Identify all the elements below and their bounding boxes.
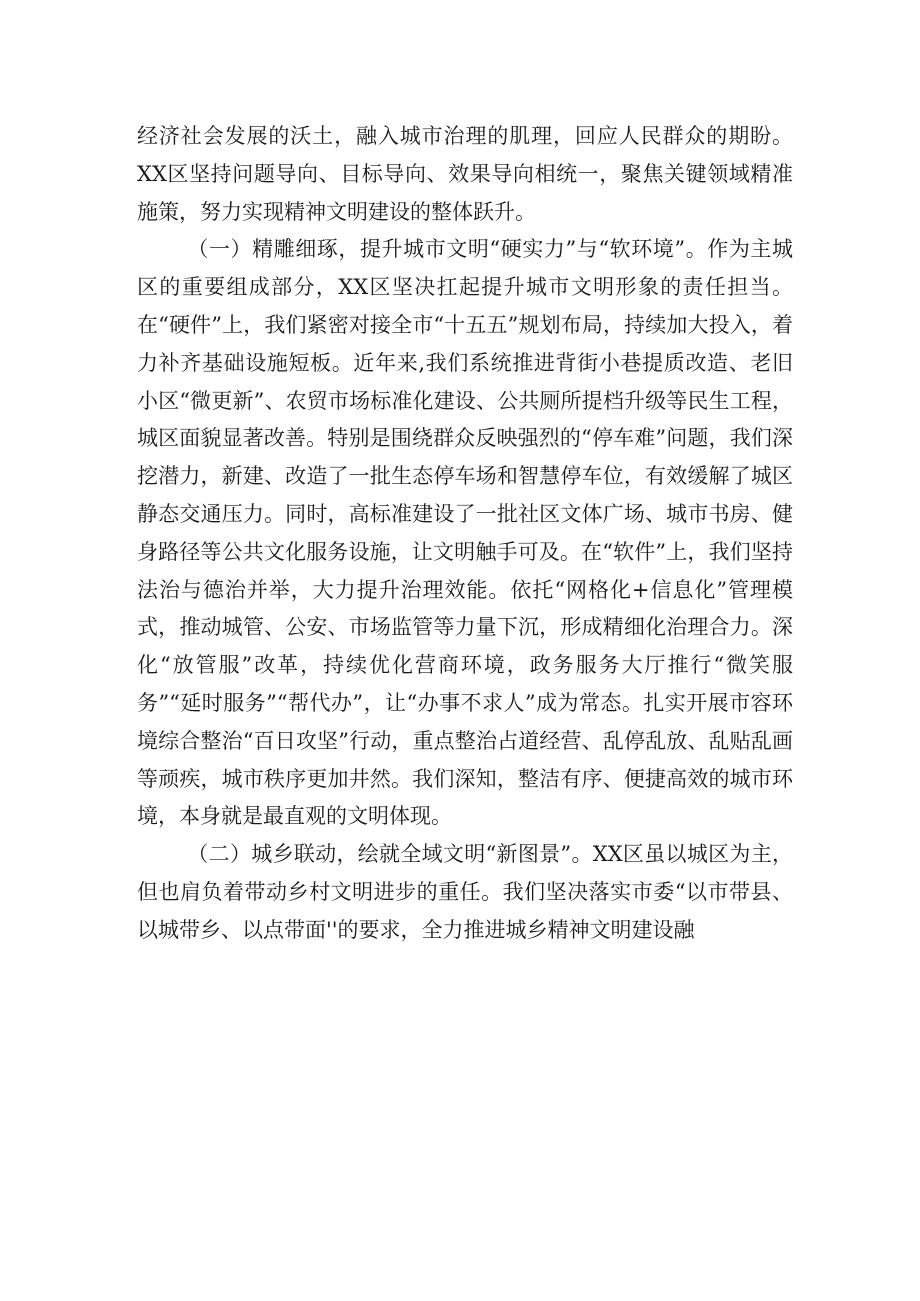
paragraph-continued: 经济社会发展的沃土，融入城市治理的肌理，回应人民群众的期盼。XX区坚持问题导向、目标导向、效果导向相统一，聚焦关键领域精准施策，努力实现精神文明建设的整体跃升。 bbox=[137, 124, 793, 224]
paragraph-section-two: （二）城乡联动，绘就全域文明“新图景”。XX区虽以城区为主，但也肩负着带动乡村文明进步的重任。我们坚决落实市委“以市带县、以城带乡、以点带面''的要求，全力推进城乡精神文明建设融 bbox=[137, 842, 793, 942]
paragraph-section-one: （一）精雕细琢，提升城市文明“硬实力”与“软环境”。作为主城区的重要组成部分，XX区坚决扛起提升城市文明形象的责任担当。在“硬件”上，我们紧密对接全市“十五五”规划布局，持续加大投入，着力补齐基础设施短板。近年来,我们系统推进背街小巷提质改造、老旧小区“微更新”、农贸市场标准化建设、公共厕所提档升级等民生工程，城区面貌显著改善。特别是围绕群众反映强烈的“停车难”问题，我们深挖潜力，新建、改造了一批生态停车场和智慧停车位，有效缓解了城区静态交通压力。同时，高标准建设了一批社区文体广场、城市书房、健身路径等公共文化服务设施，让文明触手可及。在“软件”上，我们坚持法治与德治并举，大力提升治理效能。依托“网格化+信息化”管理模式，推动城管、公安、市场监管等力量下沉，形成精细化治理合力。深化“放管服”改革，持续优化营商环境，政务服务大厅推行“微笑服务”“延时服务”“帮代办”，让“办事不求人”成为常态。扎实开展市容环境综合整治“百日攻坚”行动，重点整治占道经营、乱停乱放、乱贴乱画等顽疾，城市秩序更加井然。我们深知，整洁有序、便捷高效的城市环境，本身就是最直观的文明体现。 bbox=[137, 237, 793, 829]
document-body bbox=[137, 118, 793, 950]
